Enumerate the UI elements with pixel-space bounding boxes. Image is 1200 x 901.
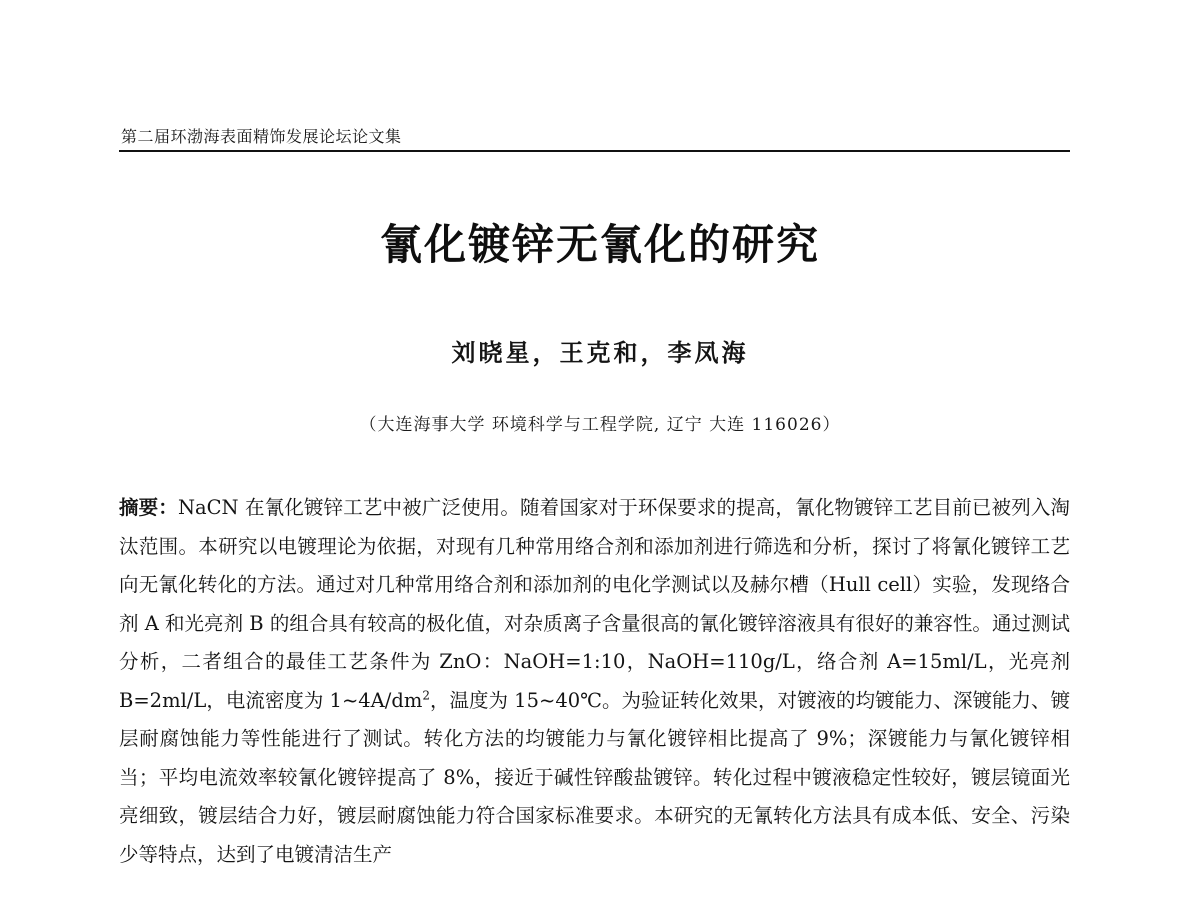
author-list: 刘晓星，王克和，李凤海 bbox=[451, 338, 749, 367]
unit-superscript: 2 bbox=[422, 688, 430, 702]
abstract-paragraph bbox=[119, 489, 1070, 874]
running-header: 第二届环渤海表面精饰发展论坛论文集 bbox=[121, 127, 402, 146]
paper-title: 氰化镀锌无氰化的研究 bbox=[379, 220, 820, 269]
abstract-label: 摘要： bbox=[119, 496, 178, 519]
abstract-text-part1: NaCN 在氰化镀锌工艺中被广泛使用。随着国家对于环保要求的提高，氰化物镀锌工艺目前已被列入淘汰范围。本研究以电镀理论为依据，对现有几种常用络合剂和添加剂进行筛选和分析，探讨了将氰化镀锌工艺向无氰化转化的方法。通过对几种常用络合剂和添加剂的电化学测试以及赫尔槽（Hull cell）实验，发现络合剂 A 和光亮剂 B 的组合具有较高的极化值，对杂质离子含量很高的氰化镀锌溶液具有很好的兼容性。通过测试分析，二者组合的最佳工艺条件为 ZnO：NaOH=1:10，NaOH=110g/L，络合剂 A=15ml/L，光亮剂 B=2ml/L，电流密度为 1~4A/dm bbox=[119, 496, 1070, 712]
header-divider bbox=[119, 150, 1070, 152]
abstract-text-part2: ，温度为 15~40℃。为验证转化效果，对镀液的均镀能力、深镀能力、镀层耐腐蚀能力等性能进行了测试。转化方法的均镀能力与氰化镀锌相比提高了 9%；深镀能力与氰化镀锌相当；平均电流效率较氰化镀锌提高了 8%，接近于碱性锌酸盐镀锌。转化过程中镀液稳定性较好，镀层镜面光亮细致，镀层结合力好，镀层耐腐蚀能力符合国家标准要求。本研究的无氰转化方法具有成本低、安全、污染少等特点，达到了电镀清洁生产 bbox=[119, 688, 1070, 866]
affiliation: （大连海事大学 环境科学与工程学院, 辽宁 大连 116026） bbox=[359, 415, 841, 435]
